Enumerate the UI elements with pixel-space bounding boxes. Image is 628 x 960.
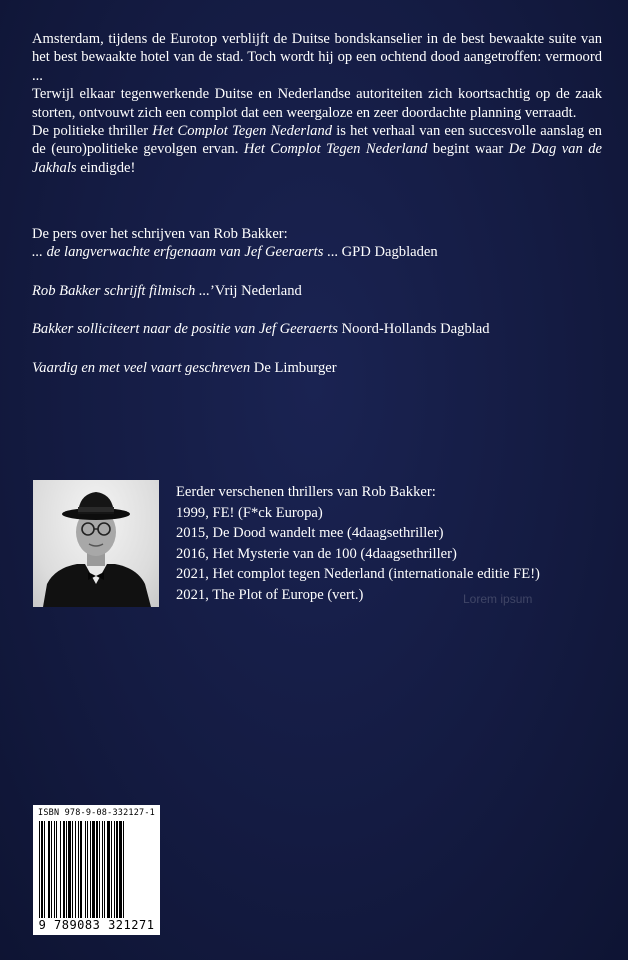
books-heading: Eerder verschenen thrillers van Rob Bakker: [176, 484, 436, 500]
review-2 [32, 282, 602, 300]
barcode-bar [51, 821, 52, 921]
blurb-paragraph-2: Terwijl elkaar tegenwerkende Duitse en Nederlandse autoriteiten zich koortsachtig op de zaak storten, ontvouwt zich een complot dat een weergaloze en zeer doordachte planning verraadt. [32, 86, 602, 121]
list-item: 1999, FE! (F*ck Europa) [176, 504, 323, 521]
blurb-text: De politieke thriller [32, 123, 153, 140]
review-source: ’Vrij Nederland [209, 282, 302, 299]
barcode-bar [80, 821, 82, 921]
placeholder-text: Lorem ipsum [463, 592, 533, 606]
isbn-label: ISBN 978-9-08-332127-1 [38, 808, 155, 818]
review-quote: ... de langverwachte erfgenaam van Jef Geeraerts [32, 244, 324, 261]
blurb-text: is het verhaal van een succesvolle aanslag en de (euro)politieke gevolgen ervan. [32, 123, 602, 158]
barcode-bar [99, 821, 100, 921]
blurb-paragraph-3 [32, 122, 602, 177]
barcode-bar [104, 821, 105, 921]
book-title: Het Complot Tegen Nederland [243, 141, 428, 158]
book-title: Het Complot Tegen Nederland [152, 123, 333, 140]
list-item: 2021, Het complot tegen Nederland (internationale editie FE!) [176, 566, 540, 583]
barcode-bar [44, 821, 45, 921]
barcode-bar [41, 821, 43, 921]
barcode-bar [85, 821, 86, 921]
list-item: 2021, The Plot of Europe (vert.) [176, 586, 364, 603]
barcode-bar [78, 821, 79, 921]
barcode-bar [96, 821, 98, 921]
list-item: 2015, De Dood wandelt mee (4daagsethriller) [176, 525, 444, 542]
barcode-bar [39, 821, 40, 921]
blurb-paragraph-1: Amsterdam, tijdens de Eurotop verblijft de Duitse bondskanselier in de best bewaakte suite van het best bewaakte hotel van de stad. Toch wordt hij op een ochtend dood aangetroffen: vermoord ... [32, 31, 602, 84]
press-heading: De pers over het schrijven van Rob Bakker: [32, 226, 288, 242]
barcode-bar [54, 821, 55, 921]
press-reviews [32, 225, 602, 377]
review-3 [32, 320, 602, 338]
barcode-bar [56, 821, 57, 921]
review-source: Noord-Hollands Dagblad [337, 321, 490, 338]
barcode-bar [72, 821, 73, 921]
review-quote: Bakker solliciteert naar de positie van Jef Geeraerts [32, 321, 338, 338]
review-source: ... GPD Dagbladen [323, 244, 438, 261]
barcode-bar [68, 821, 71, 921]
barcode-bar [63, 821, 65, 921]
isbn-barcode [33, 805, 160, 935]
previous-books [176, 482, 540, 606]
author-photo [33, 480, 159, 607]
review-quote: Vaardig en met veel vaart geschreven [32, 359, 251, 376]
barcode-bar [116, 821, 118, 921]
barcode-bar [75, 821, 76, 921]
barcode-bar [111, 821, 112, 921]
barcode-bar [90, 821, 91, 921]
review-source: De Limburger [250, 359, 337, 376]
review-4 [32, 359, 602, 377]
isbn-digits: 9 789083 321271 [33, 918, 160, 932]
list-item: 2016, Het Mysterie van de 100 (4daagsethriller) [176, 545, 457, 562]
blurb-text: eindigde! [76, 159, 136, 176]
barcode-bar [87, 821, 88, 921]
barcode-bar [60, 821, 61, 921]
barcode-bars [39, 821, 154, 921]
review-quote: Rob Bakker schrijft filmisch ... [32, 282, 210, 299]
barcode-bar [107, 821, 110, 921]
barcode-bar [123, 821, 124, 921]
barcode-bar [102, 821, 103, 921]
back-cover-blurb [32, 30, 602, 177]
barcode-bar [48, 821, 50, 921]
book-title: De Dag van de Jakhals [32, 141, 602, 176]
barcode-bar [92, 821, 95, 921]
blurb-text: begint waar [427, 141, 509, 158]
barcode-bar [119, 821, 122, 921]
barcode-bar [114, 821, 115, 921]
review-1 [32, 243, 602, 261]
barcode-bar [66, 821, 67, 921]
